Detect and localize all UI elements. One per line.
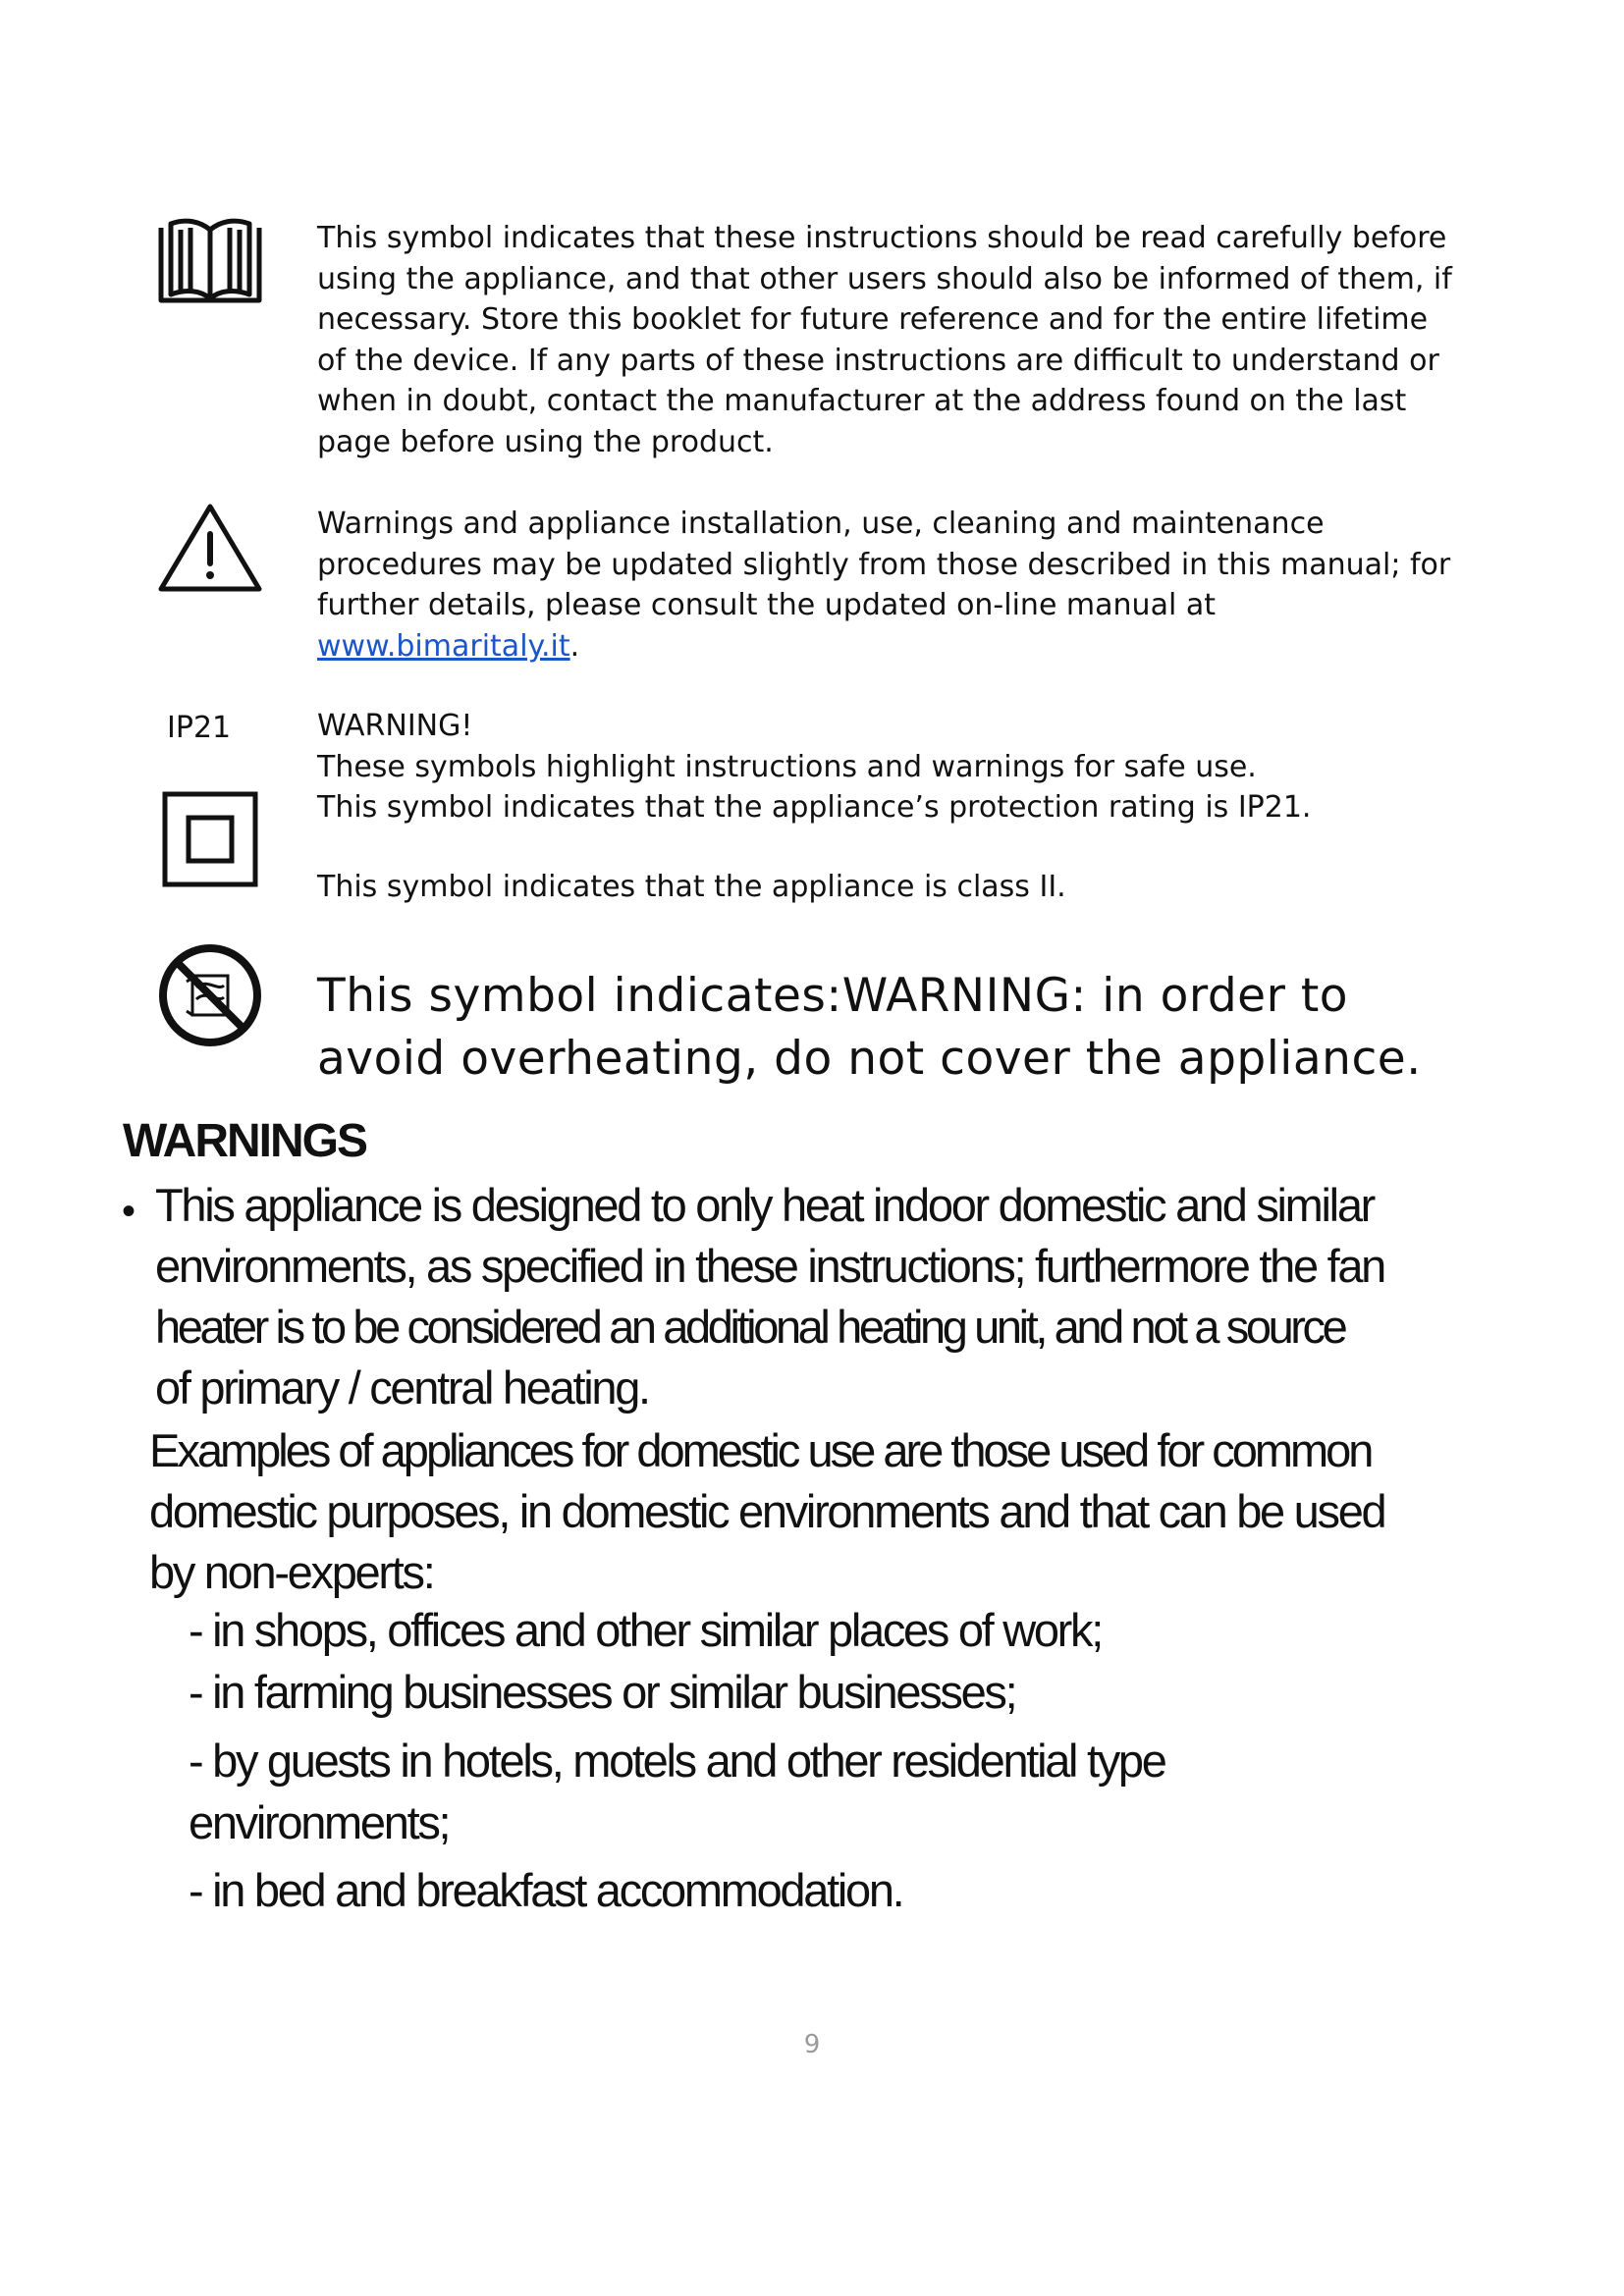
- text-line: procedures may be updated slightly from those described in this manual; for: [317, 547, 1451, 582]
- text-line: using the appliance, and that other users should also be informed of them, if: [317, 261, 1452, 296]
- text-line: These symbols highlight instructions and warnings for safe use.: [317, 749, 1257, 784]
- manual-website-link[interactable]: www.bimaritaly.it: [317, 628, 570, 664]
- warning-triangle-icon: [157, 501, 263, 595]
- text-line: Examples of appliances for domestic use are those used for common: [149, 1424, 1372, 1476]
- read-instructions-text: [317, 218, 1452, 462]
- warning-block: [317, 706, 1311, 828]
- list-item: - in farming businesses or similar businesses;: [189, 1666, 1016, 1718]
- class-ii-double-square-icon: [162, 791, 258, 887]
- link-suffix: .: [569, 628, 580, 664]
- warning-bullet-text: [155, 1175, 1530, 1418]
- warnings-heading: WARNINGS: [123, 1115, 366, 1167]
- text-line: Warnings and appliance installation, use, cleaning and maintenance: [317, 507, 1325, 541]
- list-item: - in bed and breakfast accommodation.: [189, 1864, 903, 1916]
- examples-text: [149, 1420, 1534, 1603]
- text-line: This symbol indicates that the appliance’s protection rating is IP21.: [317, 790, 1312, 825]
- bullet-icon: •: [122, 1190, 136, 1233]
- class-ii-text: This symbol indicates that the appliance is class II.: [317, 870, 1066, 904]
- text-line: page before using the product.: [317, 424, 774, 459]
- text-line: of the device. If any parts of these instructions are difficult to understand or: [317, 343, 1439, 378]
- text-line: by non-experts:: [149, 1546, 434, 1598]
- text-line: necessary. Store this booklet for future reference and for the entire lifetime: [317, 302, 1429, 337]
- ip21-label: IP21: [167, 711, 232, 745]
- text-line: This appliance is designed to only heat indoor domestic and similar: [155, 1179, 1375, 1231]
- link-line: [317, 626, 1450, 667]
- text-line: This symbol indicates that these instructions should be read carefully before: [317, 221, 1447, 255]
- page-number: 9: [803, 2030, 821, 2059]
- warning-title: WARNING!: [317, 709, 473, 743]
- text-line: avoid overheating, do not cover the appliance.: [317, 1032, 1422, 1086]
- do-not-cover-text: [317, 965, 1422, 1091]
- updates-text: [317, 504, 1450, 667]
- do-not-cover-icon: [157, 942, 263, 1048]
- open-book-icon: [157, 216, 263, 304]
- text-line: further details, please consult the updated on-line manual at: [317, 588, 1216, 622]
- text-line: when in doubt, contact the manufacturer at the address found on the last: [317, 384, 1407, 418]
- list-item: - in shops, offices and other similar places of work;: [189, 1604, 1102, 1656]
- list-item-continuation: environments;: [189, 1796, 450, 1848]
- list-item: - by guests in hotels, motels and other residential type: [189, 1735, 1165, 1787]
- text-line: environments, as specified in these instructions; furthermore the fan: [155, 1240, 1385, 1292]
- text-line: heater is to be considered an additional heating unit, and not a source: [155, 1301, 1345, 1353]
- text-line: of primary / central heating.: [155, 1362, 649, 1414]
- text-line: This symbol indicates:WARNING: in order to: [317, 969, 1349, 1023]
- text-line: domestic purposes, in domestic environments and that can be used: [149, 1485, 1385, 1537]
